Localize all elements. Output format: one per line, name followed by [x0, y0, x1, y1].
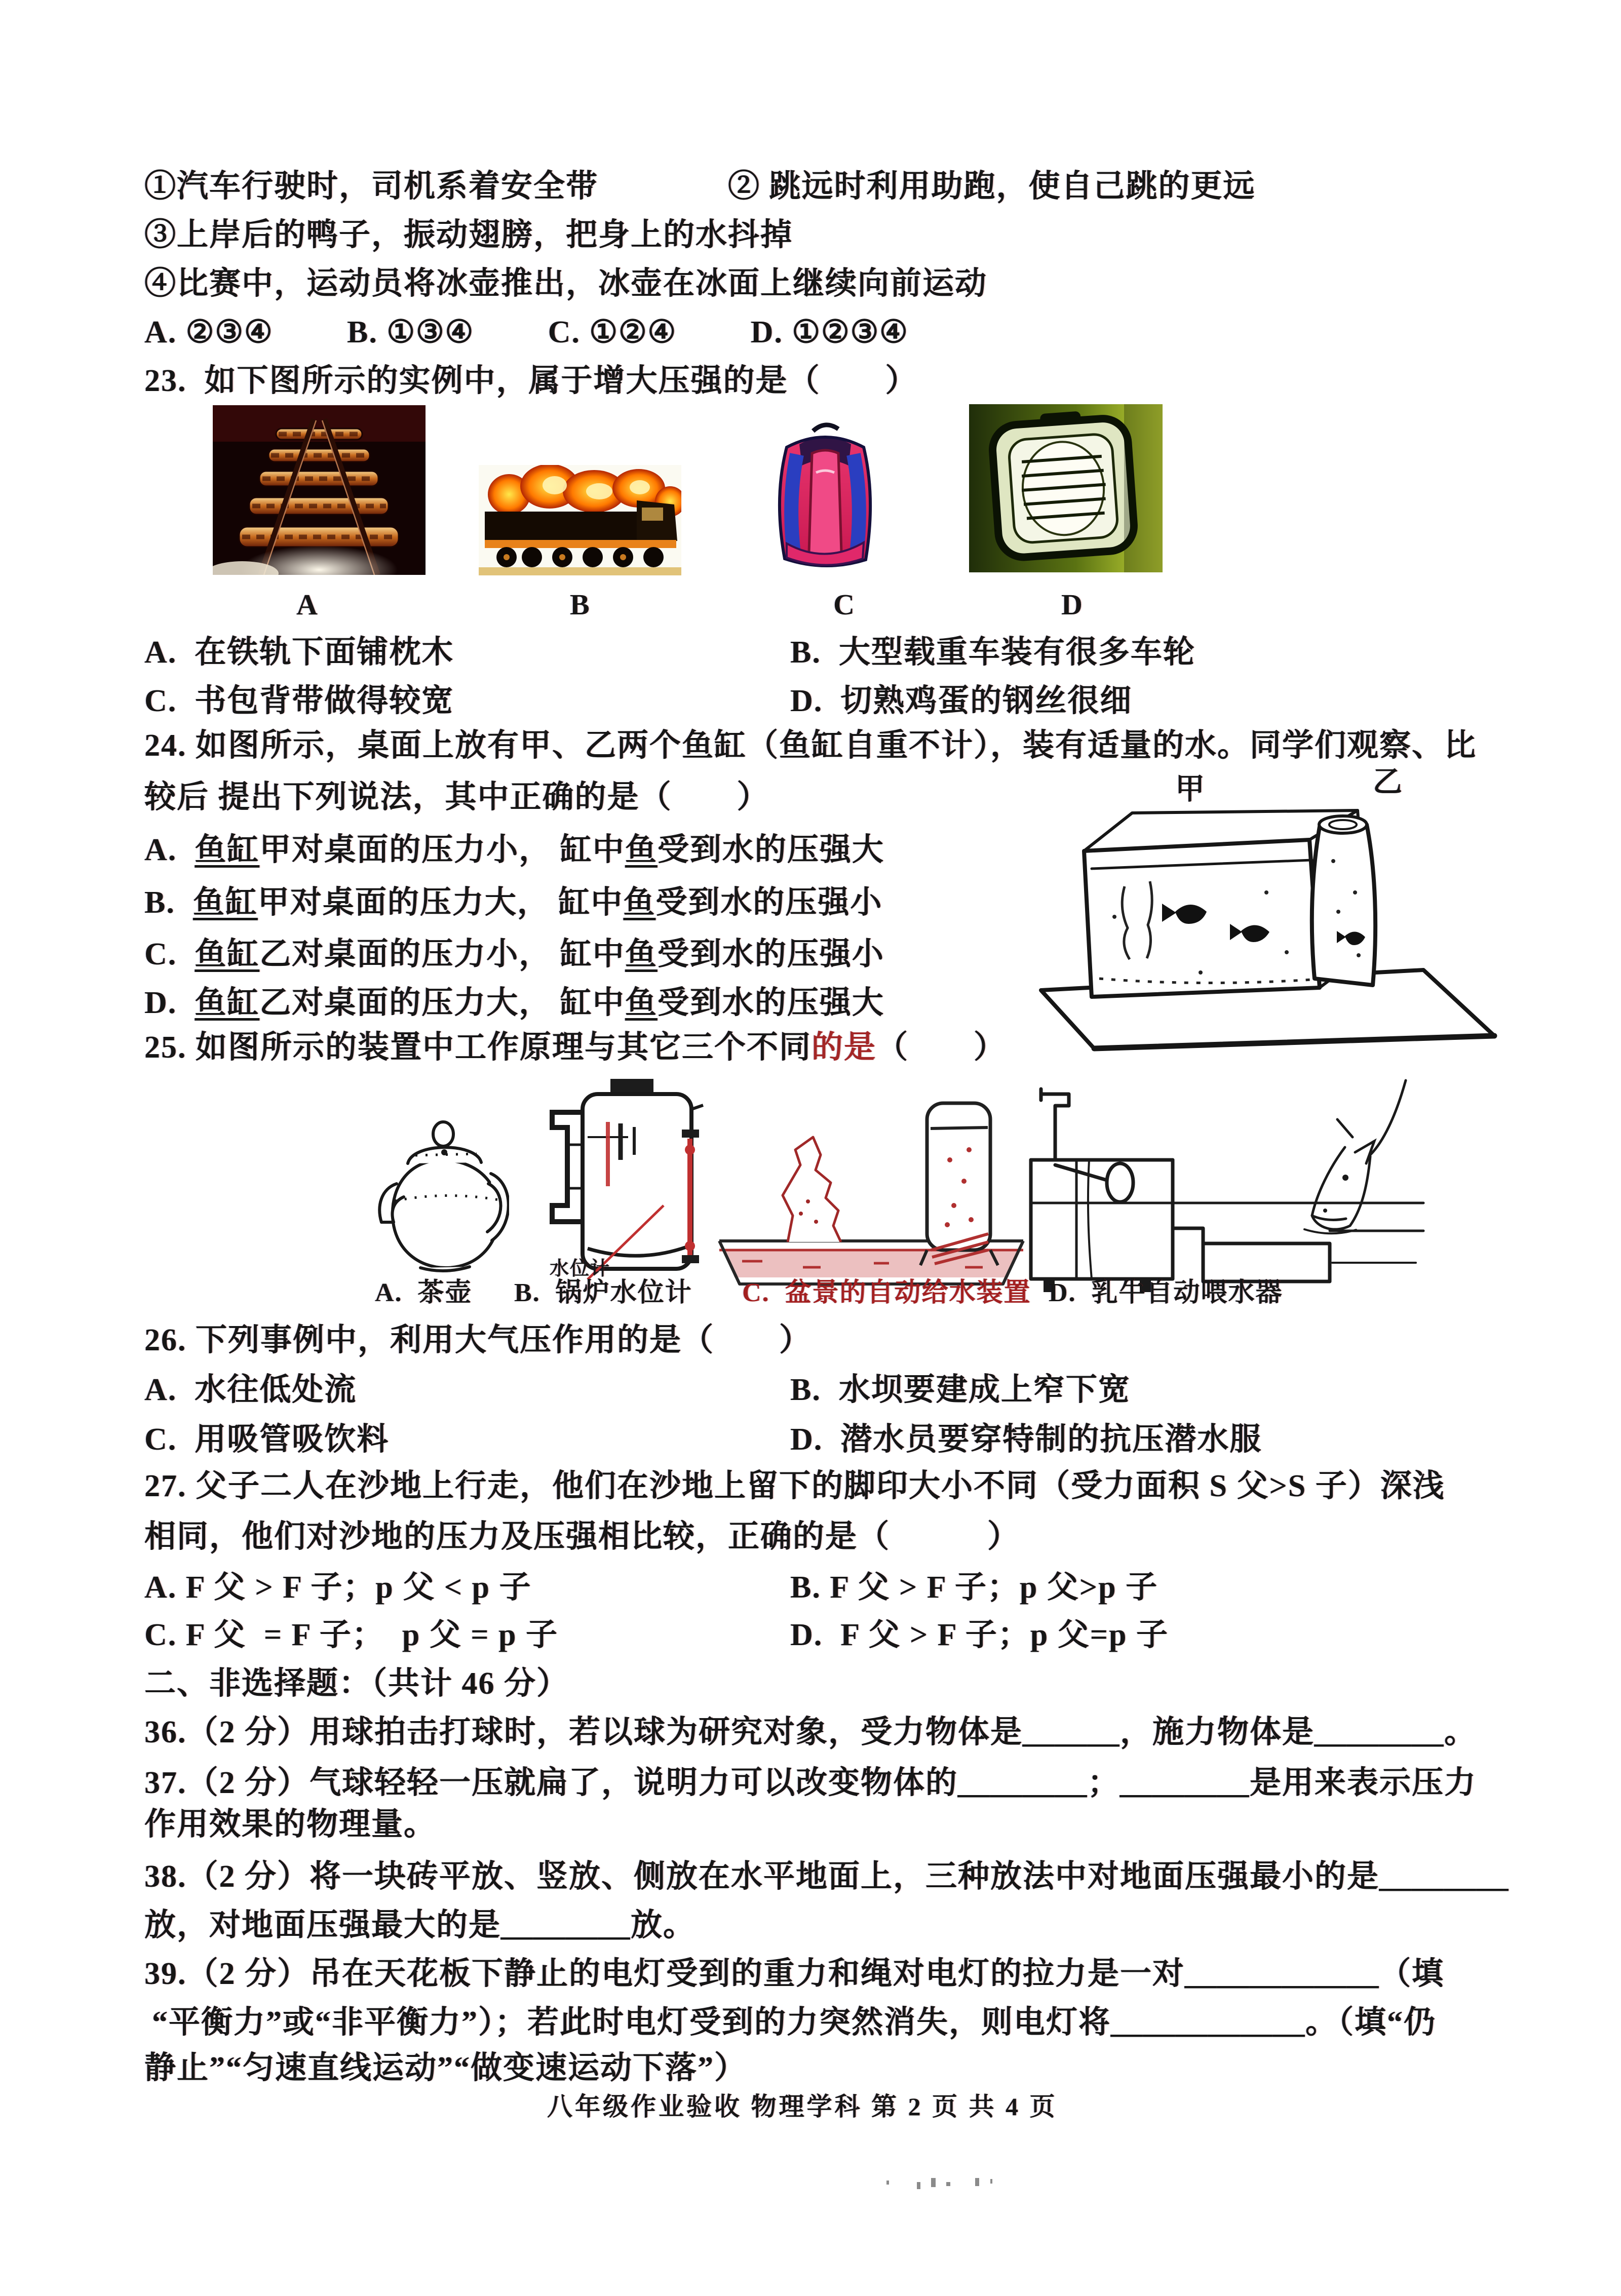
q24-option-b: B. 鱼缸甲对桌面的压力大， 缸中鱼受到水的压强小: [144, 885, 883, 920]
q25-caption-teapot: A. 茶壶: [375, 1278, 473, 1307]
q37-stem-line2: 作用效果的物理量。: [144, 1807, 437, 1842]
page-footer: 八年级作业验收 物理学科 第 2 页 共 4 页: [547, 2092, 1058, 2121]
q27-option-a: A. F 父 > F 子；p 父 < p 子: [144, 1570, 532, 1605]
q26-option-d: D. 潜水员要穿特制的抗压潜水服: [790, 1422, 1262, 1457]
section2-heading: 二、非选择题：（共计 46 分）: [144, 1666, 569, 1701]
q23-option-a: A. 在铁轨下面铺枕木: [144, 635, 454, 670]
q25-water-gauge-label: 水位计: [550, 1258, 611, 1279]
q25-title: 25. 如图所示的装置中工作原理与其它三个不同的是（ ）: [144, 1030, 1007, 1065]
q23-option-b: B. 大型载重车装有很多车轮: [790, 635, 1195, 670]
q23-option-c: C. 书包背带做得较宽: [144, 684, 454, 718]
q23-photo-heavy-truck: [479, 465, 681, 575]
q23-photo-railway-sleepers: [213, 405, 426, 575]
q25-caption-boiler: B. 锅炉水位计: [514, 1278, 692, 1307]
q24-figure-fish-tanks: [1023, 760, 1504, 1054]
q23-photo-label-d: D: [1061, 588, 1083, 621]
q27-option-d: D. F 父 > F 子；p 父=p 子: [790, 1618, 1169, 1652]
q25-figure-cow-waterer: [1021, 1076, 1431, 1294]
q25-caption-cow: D. 乳牛自动喂水器: [1049, 1278, 1283, 1307]
q27-stem-line2: 相同，他们对沙地的压力及压强相比较，正确的是（ ）: [144, 1520, 1020, 1554]
q23-photo-label-b: B: [570, 588, 590, 621]
q23-title: 23. 如下图所示的实例中，属于增大压强的是（ ）: [144, 364, 918, 398]
q26-option-a: A. 水往低处流: [144, 1373, 357, 1407]
q25-figure-teapot: [377, 1107, 509, 1274]
q23-photo-label-a: A: [296, 588, 318, 621]
q23-option-d: D. 切熟鸡蛋的钢丝很细: [790, 684, 1133, 718]
q38-stem-line2: 放，对地面压强最大的是＿＿＿＿放。: [144, 1908, 696, 1942]
q22-item-1-2: ①汽车行驶时，司机系着安全带 ② 跳远时利用助跑，使自己跳的更远: [144, 169, 1256, 204]
q24-stem-line2: 较后 提出下列说法，其中正确的是（ ）: [144, 780, 769, 814]
q37-stem-line1: 37.（2 分）气球轻轻一压就扁了，说明力可以改变物体的＿＿＿＿；＿＿＿＿是用来表示压力: [144, 1766, 1477, 1800]
q39-stem-line2: “平衡力”或“非平衡力”）；若此时电灯受到的力突然消失，则电灯将＿＿＿＿＿＿。（填“仍: [152, 2005, 1437, 2040]
q24-tank-label-yi: 乙: [1373, 765, 1404, 798]
q26-option-c: C. 用吸管吸饮料: [144, 1422, 390, 1457]
q39-stem-line3: 静止”“匀速直线运动”“做变速运动下落”）: [144, 2051, 747, 2085]
q23-photo-egg-slicer: [969, 404, 1163, 572]
q36-stem: 36.（2 分）用球拍击打球时，若以球为研究对象，受力物体是＿＿＿，施力物体是＿＿＿＿。: [144, 1715, 1477, 1749]
q24-option-d: D. 鱼缸乙对桌面的压力大， 缸中鱼受到水的压强大: [144, 986, 884, 1020]
q26-title: 26. 下列事例中，利用大气压作用的是（ ）: [144, 1323, 812, 1357]
q24-option-a: A. 鱼缸甲对桌面的压力小， 缸中鱼受到水的压强大: [144, 833, 884, 867]
q24-tank-label-jia: 甲: [1175, 772, 1206, 805]
q25-figure-bonsai-waterer: [712, 1089, 1031, 1292]
q22-item-4: ④比赛中，运动员将冰壶推出，冰壶在冰面上继续向前运动: [144, 266, 988, 301]
q26-option-b: B. 水坝要建成上窄下宽: [790, 1373, 1131, 1407]
q23-photo-label-c: C: [833, 588, 855, 621]
q24-stem-line1: 24. 如图所示，桌面上放有甲、乙两个鱼缸（鱼缸自重不计），装有适量的水。同学们观察、比: [144, 728, 1477, 763]
q25-figure-boiler-gauge: [512, 1079, 704, 1302]
q22-options: A. ②③④ B. ①③④ C. ①②④ D. ①②③④: [144, 315, 909, 349]
q27-option-c: C. F 父 = F 子； p 父 = p 子: [144, 1618, 559, 1652]
q38-stem-line1: 38.（2 分）将一块砖平放、竖放、侧放在水平地面上，三种放法中对地面压强最小的是＿＿＿＿: [144, 1859, 1510, 1894]
q23-photo-backpack: [756, 417, 894, 575]
q27-option-b: B. F 父 > F 子；p 父>p 子: [790, 1570, 1159, 1605]
q39-stem-line1: 39.（2 分）吊在天花板下静止的电灯受到的重力和绳对电灯的拉力是一对＿＿＿＿＿＿（填: [144, 1957, 1445, 1991]
q27-stem-line1: 27. 父子二人在沙地上行走，他们在沙地上留下的脚印大小不同（受力面积 S 父>S 子）深浅: [144, 1469, 1445, 1503]
q25-caption-bonsai: C. 盆景的自动给水装置: [742, 1278, 1031, 1307]
q24-option-c: C. 鱼缸乙对桌面的压力小， 缸中鱼受到水的压强小: [144, 937, 884, 971]
q22-item-3: ③上岸后的鸭子，振动翅膀，把身上的水抖掉: [144, 218, 793, 252]
